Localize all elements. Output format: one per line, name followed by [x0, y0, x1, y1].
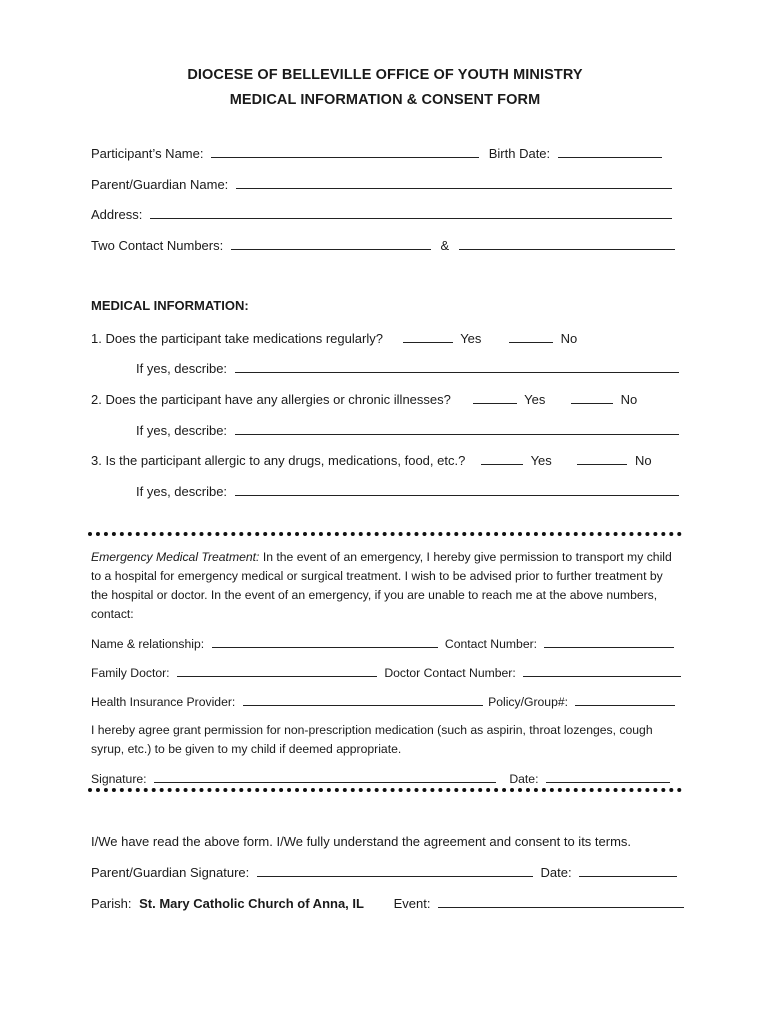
- signature-date-label: Date:: [509, 772, 539, 786]
- participant-name-label: Participant’s Name:: [91, 146, 204, 161]
- doctor-contact-label: Doctor Contact Number:: [384, 666, 516, 680]
- contact-numbers-row: [91, 237, 675, 253]
- question-1-yes-field[interactable]: [403, 330, 453, 343]
- question-1-yes-label: Yes: [460, 331, 482, 346]
- contact-numbers-separator: &: [440, 238, 450, 253]
- question-2-yes-field[interactable]: [473, 391, 517, 404]
- describe-3-row: [136, 483, 679, 499]
- family-doctor-label: Family Doctor:: [91, 666, 170, 680]
- section-divider-top: [88, 532, 682, 536]
- address-row: [91, 206, 672, 222]
- family-doctor-field[interactable]: [177, 664, 377, 677]
- participant-name-row: [91, 145, 662, 161]
- policy-label: Policy/Group#:: [488, 695, 569, 709]
- emergency-paragraph: [91, 548, 681, 624]
- contact-number-2-field[interactable]: [459, 237, 675, 250]
- question-3-yes-label: Yes: [530, 453, 552, 468]
- describe-3-label: If yes, describe:: [136, 484, 228, 499]
- name-relationship-label: Name & relationship:: [91, 637, 205, 651]
- question-3-yes-field[interactable]: [481, 452, 523, 465]
- parish-label: Parish:: [91, 896, 132, 911]
- signature-date-field[interactable]: [546, 770, 670, 783]
- contact-number-field[interactable]: [544, 635, 674, 648]
- describe-1-label: If yes, describe:: [136, 361, 228, 376]
- insurance-row: [91, 693, 675, 709]
- describe-2-field[interactable]: [235, 422, 679, 435]
- signature-label: Signature:: [91, 772, 147, 786]
- question-3-no-field[interactable]: [577, 452, 627, 465]
- guardian-signature-row: [91, 864, 677, 880]
- question-1-no-field[interactable]: [509, 330, 553, 343]
- question-1-text: 1. Does the participant take medications regularly?: [91, 331, 383, 346]
- contact-numbers-label: Two Contact Numbers:: [91, 238, 224, 253]
- medical-heading: MEDICAL INFORMATION:: [91, 298, 249, 313]
- question-2-row: [91, 391, 637, 407]
- guardian-name-field[interactable]: [236, 176, 672, 189]
- question-2-text: 2. Does the participant have any allergies or chronic illnesses?: [91, 392, 451, 407]
- question-3-text: 3. Is the participant allergic to any drugs, medications, food, etc.?: [91, 453, 466, 468]
- name-relationship-field[interactable]: [212, 635, 438, 648]
- question-2-yes-label: Yes: [524, 392, 546, 407]
- parish-value: St. Mary Catholic Church of Anna, IL: [139, 896, 364, 911]
- address-label: Address:: [91, 207, 143, 222]
- question-1-row: [91, 330, 577, 346]
- guardian-signature-label: Parent/Guardian Signature:: [91, 865, 250, 880]
- event-field[interactable]: [438, 895, 684, 908]
- participant-name-field[interactable]: [211, 145, 479, 158]
- permission-paragraph: I hereby agree grant permission for non-prescription medication (such as aspirin, throat lozenges, cough syrup, etc.) to be given to my child if deemed appropriate.: [91, 723, 653, 756]
- event-label: Event:: [393, 896, 431, 911]
- insurance-label: Health Insurance Provider:: [91, 695, 236, 709]
- parish-row: [91, 895, 684, 911]
- guardian-date-field[interactable]: [579, 864, 677, 877]
- guardian-signature-field[interactable]: [257, 864, 533, 877]
- signature-field[interactable]: [154, 770, 496, 783]
- contact-number-1-field[interactable]: [231, 237, 431, 250]
- birth-date-field[interactable]: [558, 145, 662, 158]
- describe-1-row: [136, 360, 679, 376]
- question-2-no-field[interactable]: [571, 391, 613, 404]
- emergency-lead: Emergency Medical Treatment:: [91, 550, 260, 564]
- describe-2-label: If yes, describe:: [136, 423, 228, 438]
- guardian-date-label: Date:: [540, 865, 572, 880]
- name-relationship-row: [91, 635, 674, 651]
- birth-date-label: Birth Date:: [488, 146, 551, 161]
- guardian-name-row: [91, 176, 672, 192]
- describe-2-row: [136, 422, 679, 438]
- emergency-body: In the event of an emergency, I hereby give permission to transport my child to a hospital for emergency medical or surgical treatment. I wish to be advised prior to further treatment by the hospital or doctor. In the event of an emergency, if you are unable to reach me at the above numbers, contact:: [91, 550, 672, 621]
- question-3-row: [91, 452, 652, 468]
- question-3-no-label: No: [635, 453, 652, 468]
- describe-3-field[interactable]: [235, 483, 679, 496]
- family-doctor-row: [91, 664, 681, 680]
- describe-1-field[interactable]: [235, 360, 679, 373]
- contact-number-label: Contact Number:: [444, 637, 538, 651]
- form-title-line2: MEDICAL INFORMATION & CONSENT FORM: [229, 92, 541, 108]
- guardian-name-label: Parent/Guardian Name:: [91, 177, 229, 192]
- question-2-no-label: No: [620, 392, 638, 407]
- question-1-no-label: No: [560, 331, 578, 346]
- policy-field[interactable]: [575, 693, 675, 706]
- signature-row: [91, 770, 670, 786]
- section-divider-bottom: [88, 788, 682, 792]
- doctor-contact-field[interactable]: [523, 664, 681, 677]
- form-title-line1: DIOCESE OF BELLEVILLE OFFICE OF YOUTH MINISTRY: [187, 67, 583, 83]
- insurance-field[interactable]: [243, 693, 483, 706]
- address-field[interactable]: [150, 206, 672, 219]
- consent-statement: I/We have read the above form. I/We fully understand the agreement and consent to its terms.: [91, 834, 632, 849]
